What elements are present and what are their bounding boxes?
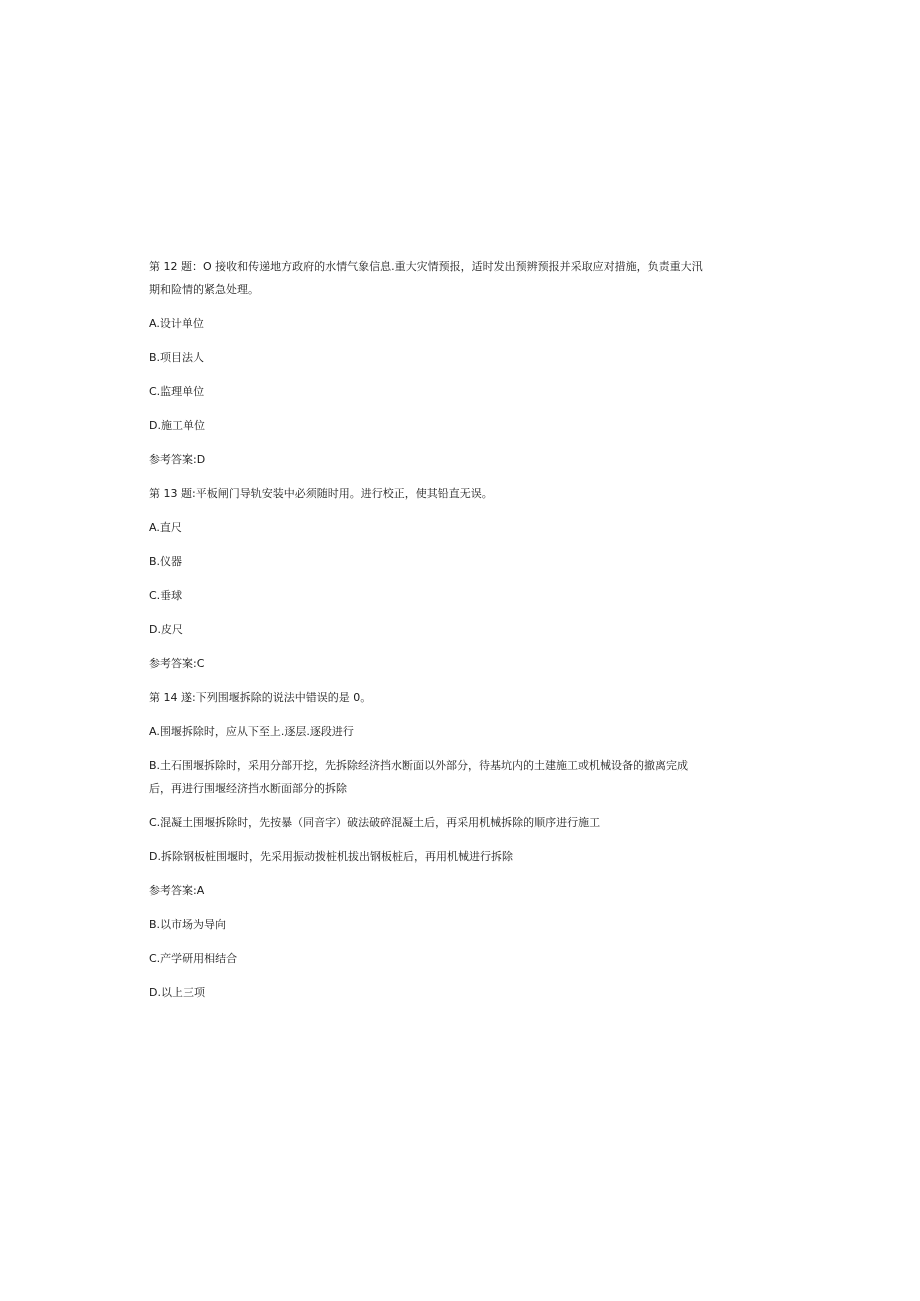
text-line: C.垂球 [149, 589, 183, 602]
option-text [149, 414, 694, 437]
document-content [149, 255, 703, 1015]
text-line: 参考答案:D [149, 453, 206, 466]
option-text [149, 516, 694, 539]
text-line: D.拆除钢板桩围堰时，先采用振动拨桩机拔出钢板桩后，再用机械进行拆除 [149, 850, 513, 863]
text-line: C.产学研用相结合 [149, 952, 238, 965]
answer-text [149, 879, 694, 902]
text-line: D.以上三项 [149, 986, 205, 999]
text-line: 第 13 题:平板闸门导轨安装中必须随时用。进行校正，使其铅直无误。 [149, 487, 493, 500]
text-line: 第 12 题：O 接收和传递地方政府的水情气象信息.重大灾情预报，适时发出预辨预报并采取应对措施，负责重大汛 [149, 260, 703, 273]
text-line: 后，再进行围堰经济挡水断面部分的拆除 [149, 782, 347, 795]
text-line: D.施工单位 [149, 419, 205, 432]
text-line: B.以市场为导向 [149, 918, 227, 931]
text-line: A.直尺 [149, 521, 182, 534]
option-text [149, 380, 694, 403]
answer-text [149, 652, 694, 675]
text-line: D.皮尺 [149, 623, 183, 636]
option-text [149, 312, 694, 335]
question-text [149, 482, 694, 505]
text-line: 参考答案:C [149, 657, 205, 670]
text-line: C.监理单位 [149, 385, 205, 398]
text-line: 期和险情的紧急处理。 [149, 283, 259, 296]
text-line: A.设计单位 [149, 317, 204, 330]
option-text [149, 845, 694, 868]
text-line: B.项目法人 [149, 351, 205, 364]
question-text [149, 686, 694, 709]
text-line: B.仪器 [149, 555, 183, 568]
option-text [149, 947, 694, 970]
option-text [149, 913, 694, 936]
option-text [149, 754, 694, 800]
option-text [149, 618, 694, 641]
question-text [149, 255, 703, 301]
option-text [149, 811, 694, 834]
text-line: B.土石围堰拆除时，采用分部开挖，先拆除经济挡水断面以外部分，待基坑内的土建施工或机械设备的撤离完成 [149, 759, 689, 772]
text-line: C.混凝土围堰拆除时，先按暴（同音字）破法破碎混凝土后，再采用机械拆除的顺序进行施工 [149, 816, 601, 829]
option-text [149, 346, 694, 369]
option-text [149, 550, 694, 573]
answer-text [149, 448, 694, 471]
text-line: 参考答案:A [149, 884, 205, 897]
text-line: A.围堰拆除时，应从下至上.逐层.逐段进行 [149, 725, 354, 738]
option-text [149, 720, 694, 743]
option-text [149, 981, 694, 1004]
text-line: 第 14 遂:下列围堰拆除的说法中错误的是 0。 [149, 691, 372, 704]
option-text [149, 584, 694, 607]
